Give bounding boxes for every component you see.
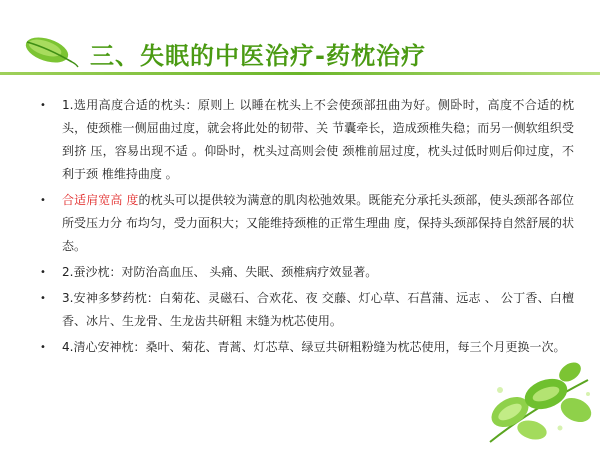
bullet: •: [40, 293, 46, 304]
title-divider: [0, 72, 600, 75]
content-list: [36, 94, 574, 362]
bullet: •: [40, 342, 46, 353]
bullet: •: [40, 267, 46, 278]
list-item: [36, 261, 574, 284]
item-text: 2.蚕沙枕：对防治高血压、 头痛、失眠、颈椎病疗效显著。: [62, 265, 378, 279]
item-text: 的枕头可以提供较为满意的肌肉松弛效果。既能充分承托头颈部，使头颈部各部位所受压力分 布均匀，受力面积大；又能维持颈椎的正常生理曲 度，保持头颈部保持自然舒展的状态。: [62, 193, 574, 253]
item-text: 3.安神多梦药枕：白菊花、灵磁石、合欢花、夜 交藤、灯心草、石菖蒲、远志 、 公丁香、白檀香、冰片、生龙骨、生龙齿共研粗 末缝为枕芯使用。: [62, 291, 574, 328]
highlight-text: 合适肩宽高 度: [62, 193, 139, 207]
bullet: •: [40, 100, 46, 111]
title-bar: [0, 14, 600, 74]
green-leaf-icon: [22, 32, 80, 68]
list-item: [36, 94, 574, 186]
list-item: [36, 287, 574, 333]
list-item: [36, 189, 574, 258]
green-leaves-icon: [470, 350, 598, 446]
item-text: 1.选用高度合适的枕头：原则上 以睡在枕头上不会使颈部扭曲为好。侧卧时，高度不合适的枕 头，使颈椎一侧屈曲过度，就会将此处的韧带、关 节囊牵长，造成颈椎失稳；而另一侧软组织受到挤 压，容易出现不适 。仰卧时，枕头过高则会使 颈椎前屈过度，枕头过低时则后仰过度，不利于颈 椎维持曲度 。: [62, 98, 574, 181]
item-text: 4.清心安神枕：桑叶、菊花、青蒿、灯芯草、绿豆共研粗粉缝为枕芯使用，每三个月更换一次。: [62, 340, 566, 354]
bullet: •: [40, 195, 46, 206]
page-title: 三、失眠的中医治疗-药枕治疗: [90, 42, 426, 70]
